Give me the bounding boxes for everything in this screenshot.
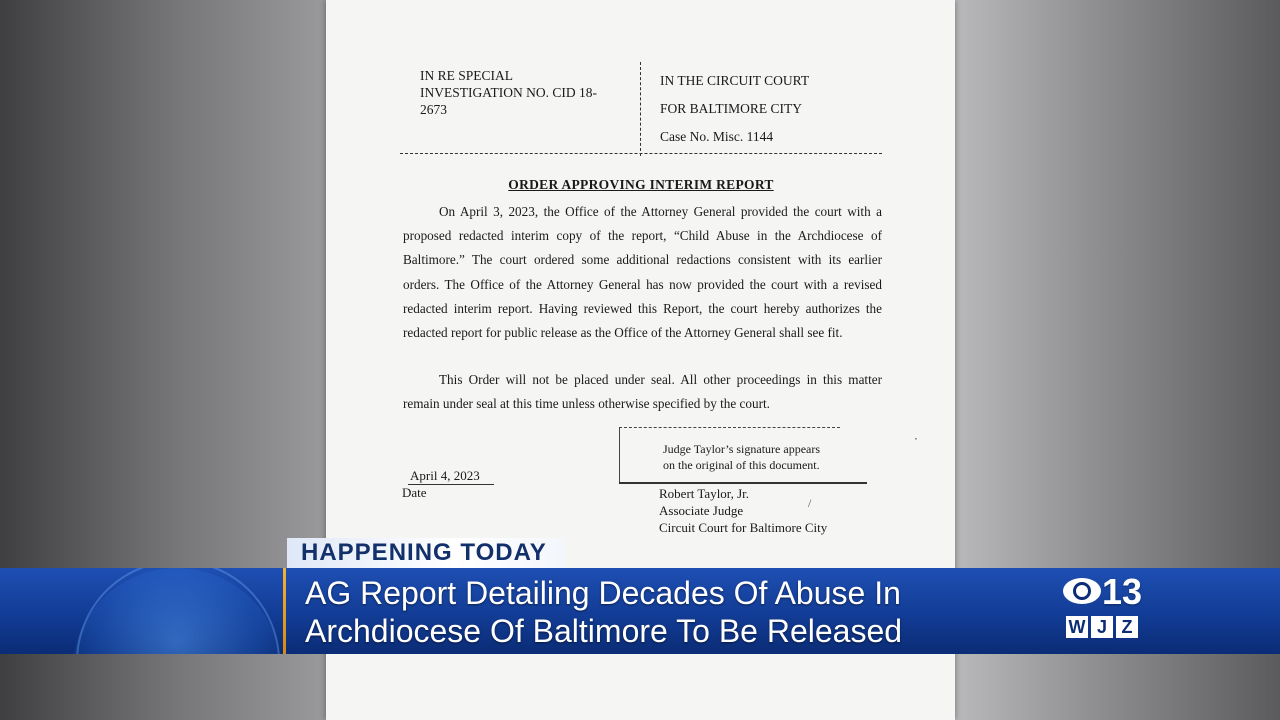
cbs-eye-icon bbox=[1062, 576, 1102, 606]
call-letters bbox=[1066, 616, 1138, 638]
caption-divider bbox=[640, 62, 641, 156]
signatory-block bbox=[659, 485, 899, 536]
signature-line bbox=[619, 482, 867, 484]
station-number: 13 bbox=[1102, 571, 1143, 612]
order-paragraph-1: On April 3, 2023, the Office of the Attorney General provided the court with a proposed redacted interim copy of the report, “Child Abuse in the Archdiocese of Baltimore.” The court ordered some additional redactions consistent with its earlier orders. The Office of the Attorney General has now provided the court with a revised redacted interim report. Having reviewed this Report, the court hereby authorizes the redacted report for public release as the Office of the Attorney General shall see fit. bbox=[403, 204, 882, 341]
call-letter: W bbox=[1066, 616, 1088, 638]
call-letter: J bbox=[1091, 616, 1113, 638]
order-paragraph-2: This Order will not be placed under seal. All other proceedings in this matter remain under seal at this time unless otherwise specified by the court. bbox=[403, 372, 882, 412]
case-number: Case No. Misc. 1144 bbox=[660, 129, 774, 144]
scan-speck: / bbox=[808, 496, 812, 510]
order-date: April 4, 2023 bbox=[408, 468, 494, 485]
judge-court: Circuit Court for Baltimore City bbox=[659, 520, 828, 535]
lower-third-divider bbox=[283, 568, 286, 654]
case-caption: IN RE SPECIAL INVESTIGATION NO. CID 18- 2673 bbox=[420, 68, 597, 117]
signature-note-line-1: Judge Taylor’s signature appears bbox=[663, 442, 821, 456]
signature-note-line-2: on the original of this document. bbox=[663, 458, 820, 472]
headline-line-1: AG Report Detailing Decades Of Abuse In bbox=[305, 575, 901, 611]
station-logo bbox=[1062, 572, 1172, 642]
court-name: IN THE CIRCUIT COURT bbox=[660, 73, 810, 88]
judge-title: Associate Judge bbox=[659, 503, 744, 518]
headline-line-2: Archdiocese Of Baltimore To Be Released bbox=[305, 613, 903, 649]
court-caption bbox=[660, 67, 920, 151]
court-city: FOR BALTIMORE CITY bbox=[660, 101, 803, 116]
cbs-orb-ring bbox=[76, 568, 280, 654]
news-headline bbox=[305, 574, 1025, 650]
date-label: Date bbox=[402, 485, 427, 500]
happening-today-kicker: HAPPENING TODAY bbox=[287, 538, 565, 568]
caption-rule bbox=[400, 153, 882, 154]
order-title: ORDER APPROVING INTERIM REPORT bbox=[508, 177, 774, 192]
judge-name: Robert Taylor, Jr. bbox=[659, 486, 750, 501]
call-letter: Z bbox=[1116, 616, 1138, 638]
signature-note bbox=[663, 441, 843, 473]
scan-speck: ⋅ bbox=[914, 432, 918, 446]
